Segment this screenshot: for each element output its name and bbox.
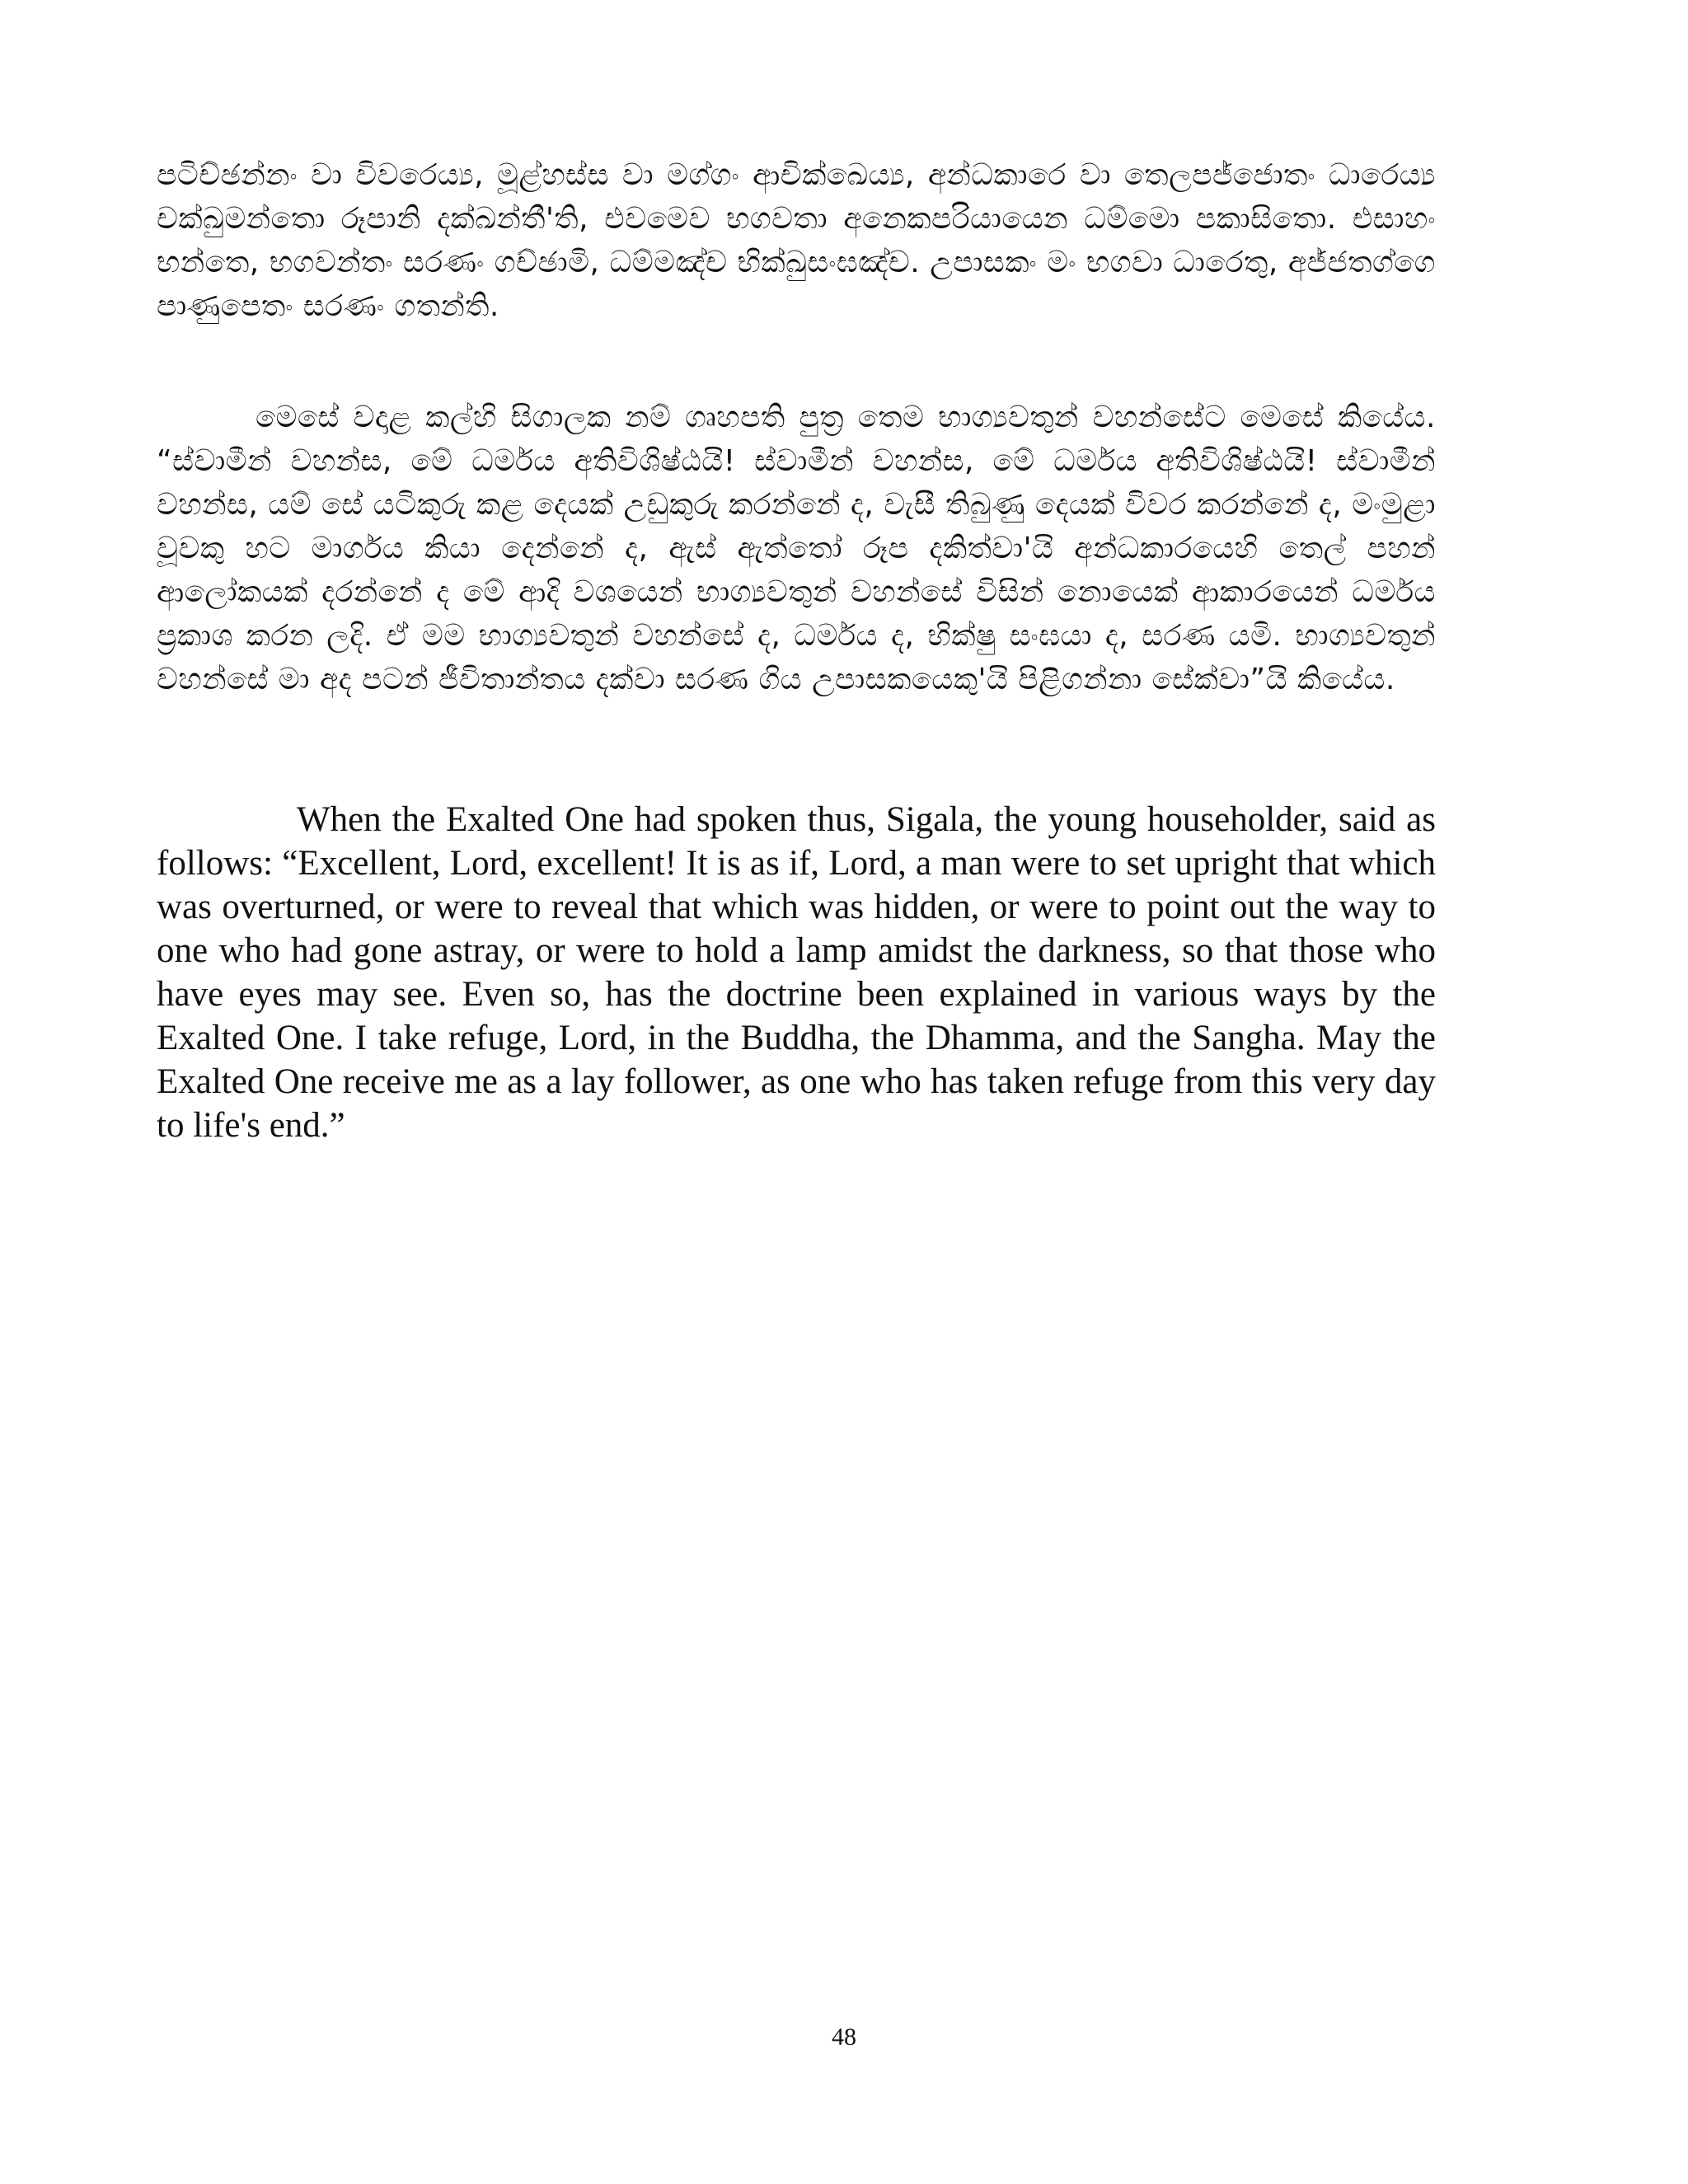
pali-closing-paragraph: පටිච්ඡන්නං වා විවරෙය්‍ය, මූළ්හස්ස වා මග්ගං ආචික්ඛෙය්‍ය, අන්ධකාරෙ වා තෙලපජ්ජොතං ධාරෙය්‍ය චක්ඛුමන්තො රූපානි දක්ඛන්තී'ති, එවමෙව භගවතා අනෙකපරියායෙන ධම්මො පකාසිතො. එසාහං භන්තෙ, භගවන්තං සරණං ගච්ඡාමි, ධම්මඤ්ච භික්ඛුසංඝඤ්ච. උපාසකං මං භගවා ධාරෙතු, අජ්ජතග්ගෙ පාණුපෙතං සරණං ගතන්ති. bbox=[157, 158, 1436, 323]
sinhala-translation-paragraph: මෙසේ වදාළ කල්හි සිගාලක නම් ගෘහපති පුත්‍ර තෙම භාග්‍යවතුන් වහන්සේට මෙසේ කියේය. “ස්වාමීන් වහන්ස, මේ ධර්මය අතිවිශිෂ්ඨයි! ස්වාමීන් වහන්ස, මේ ධර්මය අතිවිශිෂ්ඨයි! ස්වාමීන් වහන්ස, යම් සේ යටිකුරු කළ දෙයක් උඩුකුරු කරන්නේ ද, වැසී තිබුණු දෙයක් විවර කරන්නේ ද, මංමුළා වූවකු හට මාර්ගය කියා දෙන්නේ ද, ඇස් ඇත්තෝ රූප දකිත්වා'යි අන්ධකාරයෙහි තෙල් පහන් ආලෝකයක් දරන්නේ ද මේ ආදි වශයෙන් භාග්‍යවතුන් වහන්සේ විසින් නොයෙක් ආකාරයෙන් ධර්මය ප්‍රකාශ කරන ලදි. ඒ මම භාග්‍යවතුන් වහන්සේ ද, ධර්මය ද, භික්ෂු සංඝයා ද, සරණ යමි. භාග්‍යවතුන් වහන්සේ මා අද පටන් ජීවිතාන්තය දක්වා සරණ ගිය උපාසකයෙකු'යි පිළිගන්නා සේක්වා”යි කියේය. bbox=[157, 401, 1436, 696]
page-number: 48 bbox=[832, 2023, 856, 2050]
english-translation-paragraph: When the Exalted One had spoken thus, Sigala, the young householder, said as follows: “Excellent, Lord, excellent! It is as if, Lord, a man were to set upright that which was overturned, or were to reveal that which was hidden, or were to point out the way to one who had gone astray, or were to hold a lamp amidst the darkness, so that those who have eyes may see. Even so, has the doctrine been explained in various ways by the Exalted One. I take refuge, Lord, in the Buddha, the Dhamma, and the Sangha. May the Exalted One receive me as a lay follower, as one who has taken refuge from this very day to life's end.” bbox=[157, 800, 1436, 1145]
